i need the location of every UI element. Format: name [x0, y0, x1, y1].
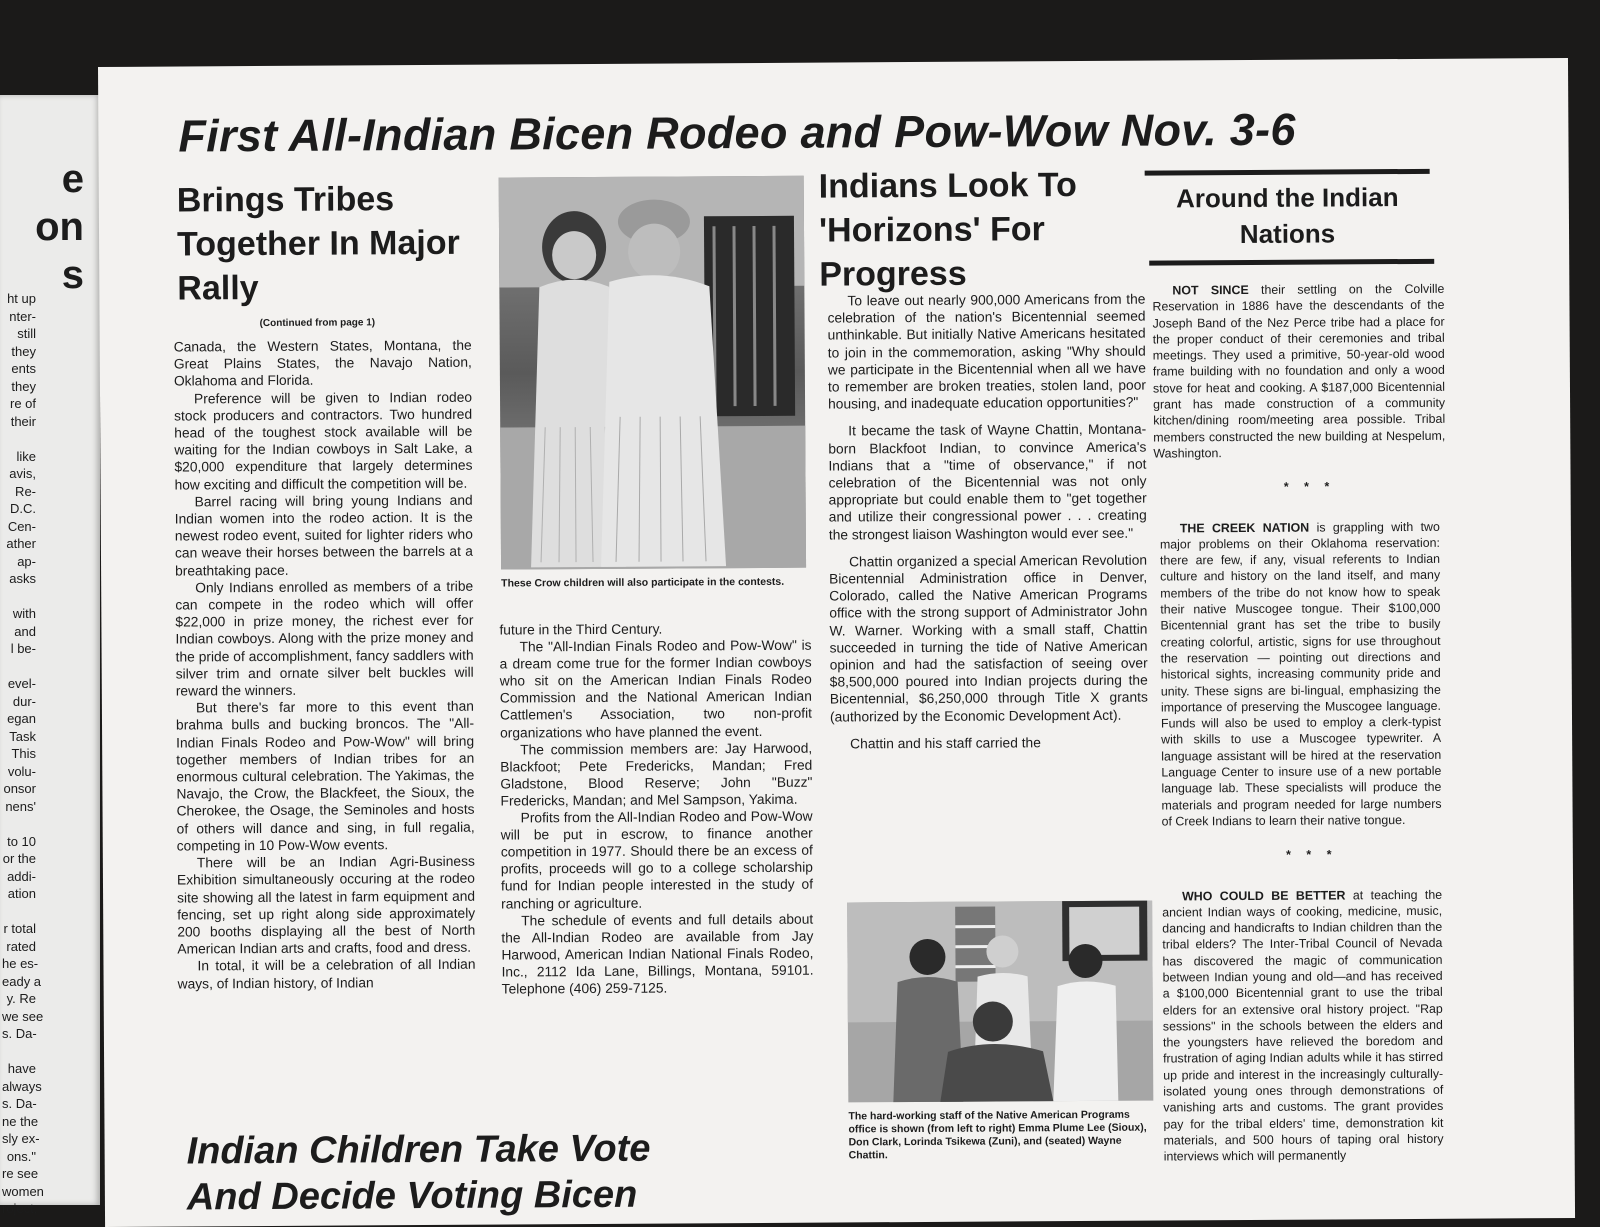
banner-headline: First All-Indian Bicen Rodeo and Pow-Wow Nov. 3-6 [178, 103, 1438, 163]
story1-continuation-paragraph: future in the Third Century. [499, 620, 811, 639]
around-item [1152, 281, 1445, 462]
around-item-lead: NOT SINCE [1172, 283, 1248, 297]
story1-paragraph: Only Indians enrolled as members of a tribe can compete in the rodeo which will offer $22,000 in prize money, the richest ever for Indian cowboys. Along with the prize money and the pride of accomplishment, fancy saddlers with silver trim and ornate silver belt buckles will reward the winners. [175, 578, 474, 700]
around-item [1154, 518, 1448, 829]
story2-headline: Indians Look To 'Horizons' For Progress [819, 163, 1090, 297]
story1-paragraph: Barrel racing will bring young Indians and Indian women into the rodeo action. It is the newest rodeo event, suited for lighter riders who can weave their horses between the barrels at a breathtaking pace. [175, 492, 474, 580]
story1-paragraph: There will be an Indian Agri-Business Exhibition simultaneously occuring at the rodeo site showing all the latest in farm equipment and fencing, set up right along side approximately 200 booths displaying all the best of North American Indian arts and crafts, food and dress. [177, 853, 476, 958]
story2-paragraph: To leave out nearly 900,000 Americans from the celebration of the nation's Bicentennial seemed unthinkable. But initially Native Americans hesitated to join in the commemoration, asking "Why should we participate in the Bicentennial when all we have to remember are broken treaties, stolen land, poor housing, and inadequate education opportunities?" [827, 291, 1146, 413]
around-item [1156, 886, 1450, 1165]
around-top-rule [1145, 169, 1430, 176]
staff-image [847, 901, 1153, 1103]
around-title: Around the Indian Nations [1165, 179, 1410, 252]
story1-paragraph: Preference will be given to Indian rodeo stock producers and contractors. Two hundred head of the toughest stock available will be waiting for the Indian cowboys in Salt Lake, a $20,000 expenditure that largely determines how exciting and difficult the competition will be. [174, 388, 473, 493]
adjacent-headline-fragment: e on s [0, 155, 84, 299]
story1-headline: Brings Tribes Together In Major Rally [177, 177, 468, 311]
around-item-text: is grappling with two major problems on their Oklahoma reservation: there are few, if any, visual referents to Indian culture and history on the land itself, and many members of the tribe do not know how to speak their native Muscogee tongue. Their $100,000 Bicentennial grant has set the tribe to busily creating colorful, artistic, signs for use throughout the reservation — pointing out directions and historical sights, increasing community pride and unity. These signs are bi-lingual, emphasizing the importance of preserving the Muscogee language. Funds will also be used to employ a clerk-typist with skills to use a Muscogee typewriter. A language assistant will be hired at the reservation Language Center to insure use of a new portable language lab. These specialists will produce the materials and program needed for large numbers of Creek Indians to learn their native tongue. [1160, 519, 1442, 828]
continued-note: (Continued from page 1) [260, 317, 376, 329]
crow-children-caption: These Crow children will also participate in the contests. [501, 576, 807, 591]
bottom-headline-second-line: And Decide Voting Bicen [187, 1172, 887, 1206]
crow-children-photo [499, 176, 806, 570]
section-separator: * * * [1156, 846, 1448, 864]
staff-photo [847, 901, 1153, 1103]
story1-column-2 [499, 620, 813, 998]
adjacent-page [0, 95, 100, 1205]
around-item-text: their settling on the Colville Reservation in 1886 have the descendants of the Joseph Band of the Nez Perce tribe had a place for the proper conduct of their ceremonies and tribal meetings. They used a primitive, 50-year-old wood frame building with no foundation and only a wood stove for heat and cooking. A $187,000 Bicentennial grant has made construction of a community kitchen/dining room/meeting area possible. Tribal members constructed the new building at Nespelum, Washington. [1152, 282, 1445, 461]
crow-children-image [499, 176, 806, 570]
bottom-headline: Indian Children Take Vote [186, 1126, 886, 1173]
adjacent-column-fragment: ht up nter- still they ents they re of their like avis, Re- D.C. Cen- ather ap- asks with and l be- evel- dur- egan Task This volu- onsor nens' to 10 or the addi- ation r total rated he es- eady a y. Re we see s. Da- have always s. Da- ne the sly ex- ons." re see women roject, [2, 290, 36, 1218]
story1-column-1 [174, 337, 476, 993]
around-item-lead: THE CREEK NATION [1180, 520, 1309, 535]
around-bottom-rule [1149, 259, 1434, 266]
around-item-text: at teaching the ancient Indian ways of cooking, medicine, music, dancing and handicrafts to Indian children than the tribal elders? The Inter-Tribal Council of Nevada has discovered the magic of communication between Indian young and old—and has received a $100,000 Bicentennial grant to use the tribal elders for an extensive oral history project. "Rap sessions" in the schools between the elders and the youngsters have relieved the boredom and frustration of aging Indian adults while it has stirred up pride and interest in the increasingly culturally-isolated young ones through demonstrations of vanishing arts and customs. The grant provides pay for the tribal elders' time, demonstration kit materials, and 500 hours of taping oral history interviews which will permanently [1162, 887, 1443, 1163]
story1-continuation-paragraph: The commission members are: Jay Harwood, Blackfoot; Pete Fredericks, Mandan; Fred Gladstone, Blood Reserve; John "Buzz" Fredericks, Mandan; and Mel Sampson, Yakima. [500, 739, 812, 809]
story1-continuation-paragraph: The "All-Indian Finals Rodeo and Pow-Wow" is a dream come true for the former Indian cowboys who sit on the American Indian Finals Rodeo Commission and the National American Indian Cattlemen's Association, two non-profit organizations who have planned the event. [499, 637, 812, 741]
story1-paragraph: But there's far more to this event than brahma bulls and bucking broncos. The "All-Indian Finals Rodeo and Pow-Wow" will bring together members of Indian tribes for an enormous cultural celebration. The Yakimas, the Navajo, the Crow, the Blackfeet, the Sioux, the Cherokee, the Osage, the Seminoles and hosts of others will dance and sing, in full regalia, competing in 10 Pow-Wow events. [176, 698, 475, 855]
story2-column [827, 291, 1148, 753]
story1-paragraph: Canada, the Western States, Montana, the Great Plains States, the Navajo Nation, Oklahoma and Florida. [174, 337, 472, 390]
around-item-lead: WHO COULD BE BETTER [1182, 888, 1345, 903]
story2-paragraph: Chattin organized a special American Revolution Bicentennial Administration office in Denver, Colorado, called the Native American Programs office with the strong support of Administrator John W. Warner. Working with a small staff, Chattin succeeded in turning the tide of Native American opinion and had the satisfaction of seeing over $8,500,000 poured into Indian projects during the Bicentennial, $6,250,000 through Title X grants (authorized by the Economic Development Act). [829, 551, 1148, 725]
story1-continuation-paragraph: Profits from the All-Indian Rodeo and Pow-Wow will be put in escrow, to finance another competition in 1977. Should there be an excess of profits, proceeds will go to a college scholarship fund for Indian people interested in the study of ranching or agriculture. [501, 808, 814, 912]
story1-continuation-paragraph: The schedule of events and full details about the All-Indian Rodeo are available from Jay Harwood, American Indian National Finals Rodeo, Inc., 2112 Ida Lane, Billings, Montana, 59101. Telephone (406) 259-7125. [501, 910, 814, 997]
staff-photo-caption: The hard-working staff of the Native American Programs office is shown (from left to right) Emma Plume Lee (Sioux), Don Clark, Lorinda Tsikewa (Zuni), and (seated) Wayne Chattin. [848, 1109, 1158, 1163]
story1-paragraph: In total, it will be a celebration of all Indian ways, of Indian history, of Indian [177, 956, 475, 992]
section-separator: * * * [1154, 478, 1446, 496]
story2-paragraph: It became the task of Wayne Chattin, Montana-born Blackfoot Indian, to convince America's Indians that a "time of observance," if not celebration of the Bicentennial was not only appropriate but could enable them to "get together and utilize their congressional power . . . creating the strongest liaison Washington would ever see." [828, 421, 1147, 543]
around-column [1152, 281, 1449, 1165]
story2-paragraph: Chattin and his staff carried the [830, 733, 1148, 752]
newspaper-page [98, 58, 1575, 1227]
